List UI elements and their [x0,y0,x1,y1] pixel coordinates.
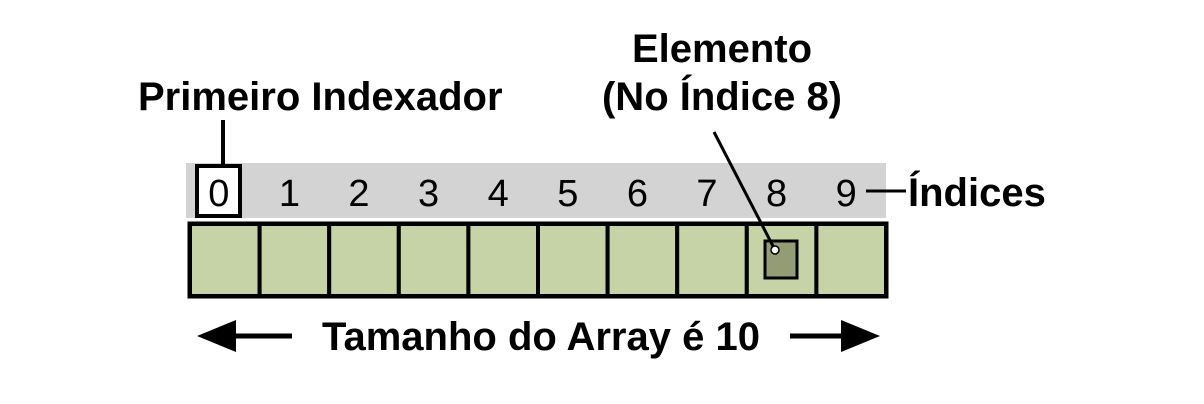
index-label-2: 2 [348,173,370,215]
index-label-9: 9 [835,173,857,215]
array-cell-2 [329,224,399,296]
index-label-1: 1 [278,173,300,215]
array-cell-3 [399,224,469,296]
length-arrow-right-head [841,320,880,352]
element-pointer-dot [771,246,779,254]
index-label-6: 6 [626,173,648,215]
index-label-0: 0 [208,173,230,215]
index-label-4: 4 [487,173,509,215]
index-label-8: 8 [766,173,788,215]
length-arrow-left-head [197,320,236,352]
index-label-5: 5 [557,173,579,215]
array-cell-1 [260,224,330,296]
array-length-label: Tamanho do Array é 10 [322,315,760,359]
array-cell-5 [538,224,608,296]
array-cell-0 [190,224,260,296]
array-cell-9 [816,224,886,296]
array-cell-7 [677,224,747,296]
index-label-7: 7 [696,173,718,215]
element-square [765,241,797,278]
array-cell-4 [468,224,538,296]
indices-label: Índices [908,171,1046,215]
array-cell-6 [608,224,678,296]
first-index-label: Primeiro Indexador [138,75,503,119]
index-label-3: 3 [418,173,440,215]
element-label-line1: Elemento [631,27,813,71]
element-label-line2: (No Índice 8) [601,75,843,119]
